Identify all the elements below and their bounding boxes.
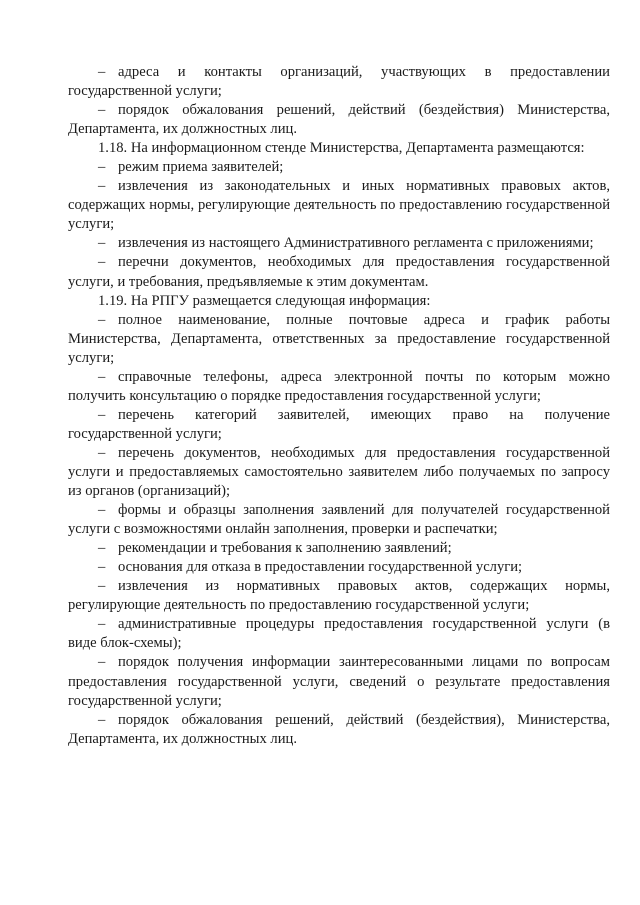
- dash-bullet: –: [98, 64, 106, 80]
- list-item: [68, 101, 610, 139]
- dash-bullet: –: [98, 159, 106, 176]
- list-item: [68, 406, 610, 444]
- list-item-text: извлечения из нормативных правовых актов, содержащих нормы, регулирующие деятельность по предоставлению государственной услуги;: [68, 578, 610, 614]
- dash-bullet: –: [98, 178, 106, 195]
- dash-bullet: –: [98, 311, 106, 328]
- list-item: [68, 501, 610, 539]
- dash-bullet: –: [98, 654, 106, 671]
- dash-bullet: –: [98, 368, 106, 385]
- dash-bullet: –: [98, 559, 106, 576]
- list-item-text: перечень документов, необходимых для предоставления государственной услуги и предоставляемых самостоятельно заявителем либо получаемых по запросу из органов (организаций);: [68, 444, 610, 500]
- document-page: [68, 63, 610, 749]
- list-item: [68, 444, 610, 501]
- list-item: [68, 311, 610, 368]
- list-item: [68, 577, 610, 615]
- list-item-text: извлечения из законодательных и иных нормативных правовых актов, содержащих нормы, регулирующие деятельность по предоставлению государственной услуги;: [68, 178, 610, 233]
- dash-bullet: –: [98, 254, 106, 271]
- list-item: [68, 711, 610, 749]
- list-item-text: адреса и контакты организаций, участвующих в предоставлении государственной услуги;: [68, 64, 610, 100]
- list-item-text: рекомендации и требования к заполнению заявлений;: [118, 540, 452, 557]
- list-item: [68, 653, 610, 710]
- dash-bullet: –: [98, 444, 106, 461]
- list-item-text: порядок обжалования решений, действий (бездействия), Министерства, Департамента, их должностных лиц.: [68, 711, 610, 747]
- list-item-text: справочные телефоны, адреса электронной почты по которым можно получить консультацию о порядке предоставления государственной услуги;: [68, 368, 610, 404]
- list-item: [68, 368, 610, 406]
- list-item: [68, 177, 610, 234]
- list-item: [68, 558, 610, 577]
- dash-bullet: –: [98, 502, 106, 519]
- dash-bullet: –: [98, 540, 106, 557]
- section-heading-1-19: 1.19. На РПГУ размещается следующая информация:: [98, 292, 431, 309]
- list-item: [68, 253, 610, 291]
- dash-bullet: –: [98, 235, 106, 252]
- list-item: [68, 63, 610, 101]
- dash-bullet: –: [98, 102, 106, 119]
- list-item: [68, 234, 610, 253]
- list-item-text: полное наименование, полные почтовые адреса и график работы Министерства, Департамента, ответственных за предоставление государственной услуги;: [68, 311, 610, 366]
- list-item-text: режим приема заявителей;: [118, 159, 284, 176]
- section-heading-1-18: 1.18. На информационном стенде Министерства, Департамента размещаются:: [98, 140, 585, 157]
- dash-bullet: –: [98, 578, 106, 595]
- dash-bullet: –: [98, 711, 106, 728]
- list-item-text: перечни документов, необходимых для предоставления государственной услуги, и требования, предъявляемые к этим документам.: [68, 254, 610, 290]
- list-item-text: порядок обжалования решений, действий (бездействия) Министерства, Департамента, их должностных лиц.: [68, 102, 610, 138]
- dash-bullet: –: [98, 406, 106, 423]
- list-item: [68, 615, 610, 653]
- list-item-text: перечень категорий заявителей, имеющих право на получение государственной услуги;: [68, 406, 610, 442]
- list-item-text: порядок получения информации заинтересованными лицами по вопросам предоставления государственной услуги, сведений о результате предоставления государственной услуги;: [68, 654, 610, 709]
- list-item: [68, 158, 610, 177]
- list-item-text: формы и образцы заполнения заявлений для получателей государственной услуги с возможностями онлайн заполнения, проверки и распечатки;: [68, 502, 610, 538]
- dash-bullet: –: [98, 616, 106, 633]
- list-item-text: административные процедуры предоставления государственной услуги (в виде блок-схемы);: [68, 616, 610, 652]
- list-item-text: извлечения из настоящего Административного регламента с приложениями;: [118, 235, 594, 252]
- list-item: [68, 539, 610, 558]
- list-item-text: основания для отказа в предоставлении государственной услуги;: [118, 559, 523, 576]
